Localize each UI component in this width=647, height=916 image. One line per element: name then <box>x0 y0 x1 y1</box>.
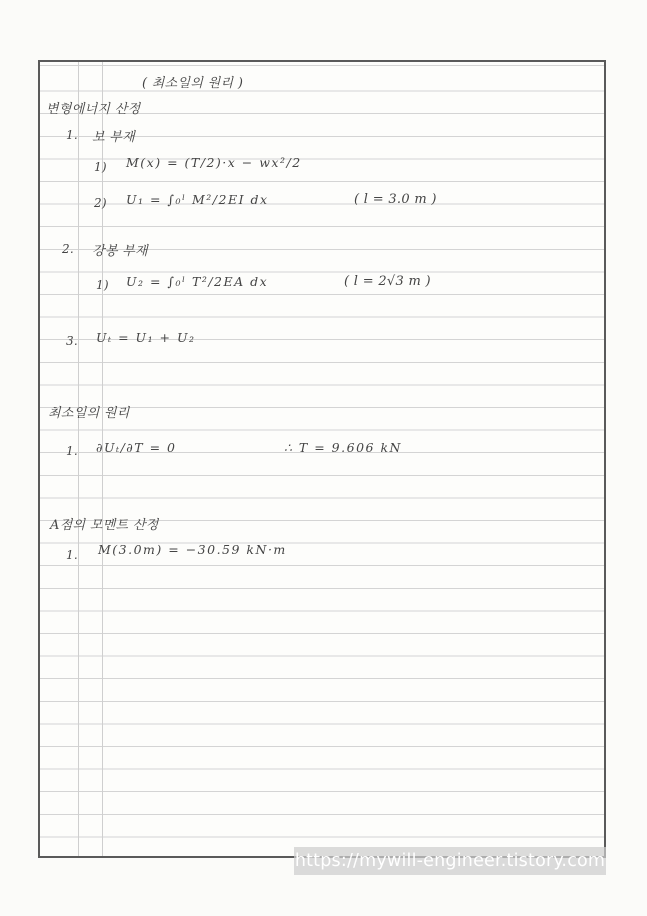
note-length-rod: ( l = 2√3 m ) <box>344 274 431 289</box>
item-label-rod: 강봉 부재 <box>92 244 148 259</box>
equation-ut: Uₜ = U₁ + U₂ <box>96 330 196 345</box>
equation-moment-a: M(3.0m) = −30.59 kN·m <box>98 542 287 557</box>
item-number: 1. <box>66 128 79 142</box>
section-heading-moment-a: A점의 모멘트 산정 <box>50 518 159 533</box>
sub-number: 1) <box>94 160 107 174</box>
item-label-beam: 보 부재 <box>92 130 136 145</box>
equation-u2: U₂ = ∫₀ˡ T²/2EA dx <box>126 274 269 289</box>
sub-number: 1) <box>96 278 109 292</box>
item-number: 3. <box>66 334 79 348</box>
margin-line-right <box>102 62 103 856</box>
result-tension: ∴ T = 9.606 kN <box>284 440 402 455</box>
section-heading-least-work: 최소일의 원리 <box>48 406 130 421</box>
item-number: 1. <box>66 548 79 562</box>
equation-derivative: ∂Uₜ/∂T = 0 <box>96 440 177 455</box>
equation-moment: M(x) = (T/2)·x − wx²/2 <box>126 155 302 170</box>
sub-number: 2) <box>94 196 107 210</box>
section-heading-strain-energy: 변형에너지 산정 <box>46 102 141 117</box>
notebook-page <box>38 60 606 858</box>
margin-line-left <box>78 62 79 856</box>
note-length-beam: ( l = 3.0 m ) <box>354 192 437 207</box>
watermark-url: https://mywill-engineer.tistory.com <box>294 847 606 875</box>
item-number: 2. <box>62 242 75 256</box>
equation-u1: U₁ = ∫₀ˡ M²/2EI dx <box>126 192 269 207</box>
item-number: 1. <box>66 444 79 458</box>
page-title: ( 최소일의 원리 ) <box>142 76 244 91</box>
